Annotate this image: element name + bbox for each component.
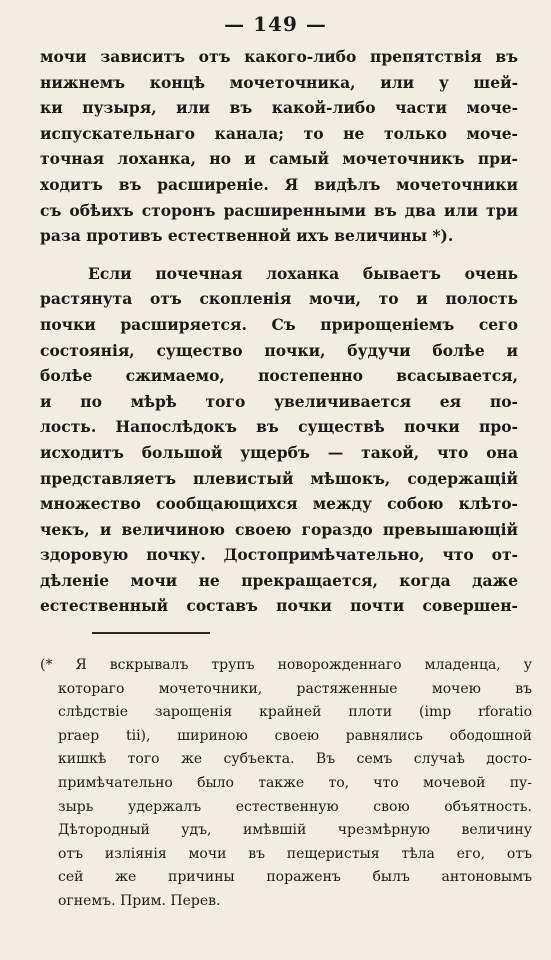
paragraph-1 xyxy=(40,44,518,249)
footnote-divider xyxy=(92,632,210,634)
text-line: естественный составъ почки почти совершен- xyxy=(40,596,518,616)
footnote-line: примѣчательно было также то, что мочевой пу- xyxy=(58,774,532,791)
text-line: точная лоханка, но и самый мочеточникъ при- xyxy=(40,149,518,169)
text-line: ки пузыря, или въ какой-либо части моче- xyxy=(40,98,518,118)
footnote-line: кишкѣ того же субъекта. Въ семъ случаѣ досто- xyxy=(58,751,532,768)
text-line: и по мѣрѣ того увеличивается ея по- xyxy=(40,391,518,411)
text-line: съ обѣихъ сторонъ расширенными въ два или три xyxy=(40,200,518,220)
footnote-line: зырь удержалъ естественную свою объятность. xyxy=(58,798,532,815)
footnote-line: Дѣтородный удъ, имѣвшій чрезмѣрную величину xyxy=(58,822,532,839)
footnote-line: слѣдствіе зарощенія крайней плоти (imp rforatio xyxy=(58,704,532,721)
text-line: нижнемъ концѣ мочеточника, или у шей- xyxy=(40,72,518,92)
footnote-line: (* Я вскрывалъ трупъ новорожденнаго младенца, у xyxy=(40,657,532,673)
text-line: состоянія, существо почки, будучи болѣе и xyxy=(40,340,518,360)
text-line: испускательнаго канала; то не только моче- xyxy=(40,123,518,143)
text-line: множество сообщающихся между собою клѣто- xyxy=(40,494,518,514)
text-line: дѣленіе мочи не прекращается, когда даже xyxy=(40,570,518,590)
paragraph-2 xyxy=(40,261,518,619)
footnote xyxy=(40,654,532,914)
paragraph-gap xyxy=(40,249,518,261)
text-line: болѣе сжимаемо, постепенно всасывается, xyxy=(40,366,518,386)
footnote-line: praep tii), шириною своею равнялись ободошной xyxy=(58,727,532,744)
text-line: раза противъ естественной ихъ величины *). xyxy=(40,226,454,246)
text-line: Если почечная лоханка бываетъ очень xyxy=(88,263,518,283)
text-line: мочи зависитъ отъ какого-либо препятствія въ xyxy=(40,47,518,66)
text-line: чекъ, и величиною своею гораздо превышающій xyxy=(40,519,518,539)
footnote-line: отъ изліянія мочи въ пещеристыя тѣла его, отъ xyxy=(58,845,532,862)
footnote-line: огнемъ. Прим. Перев. xyxy=(58,892,221,909)
text-line: исходитъ большой ущербъ — такой, что она xyxy=(40,442,518,462)
text-line: здоровую почку. Достопримѣчательно, что от- xyxy=(40,545,518,565)
text-line: растянута отъ скопленія мочи, то и полость xyxy=(40,289,518,309)
text-line: ходитъ въ расширеніе. Я видѣлъ мочеточники xyxy=(40,174,518,194)
text-line: почки расширяется. Съ прирощеніемъ сего xyxy=(40,314,518,334)
main-text xyxy=(40,44,518,619)
text-line: лость. Напослѣдокъ въ существѣ почки про- xyxy=(40,417,518,437)
text-line: представляетъ плевистый мѣшокъ, содержащій xyxy=(40,468,518,488)
footnote-line: сей же причины пораженъ былъ антоновымъ xyxy=(58,869,532,886)
page-number: — 149 — xyxy=(224,12,327,36)
footnote-line: котораго мочеточники, растяженные мочею въ xyxy=(58,680,532,697)
